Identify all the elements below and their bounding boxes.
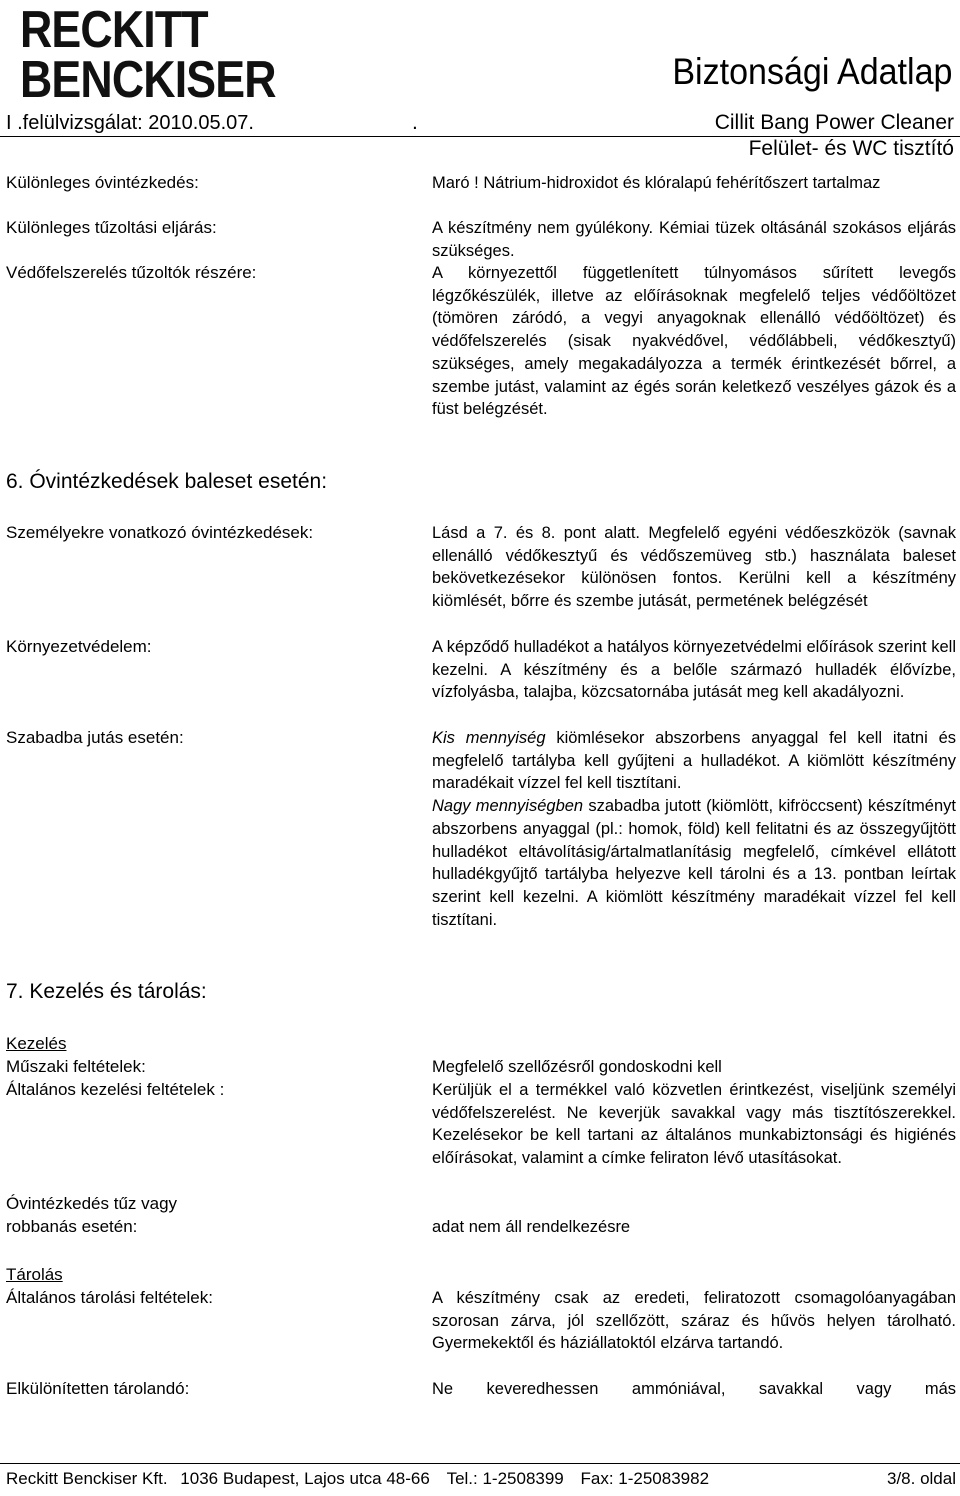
release-value	[432, 727, 956, 931]
footer	[6, 1468, 956, 1490]
special-precaution-value: Maró ! Nátrium-hidroxidot és klóralapú fehérítőszert tartalmaz	[432, 174, 881, 192]
fire-precaution-value: adat nem áll rendelkezésre	[432, 1218, 631, 1236]
environment-value: A képződő hulladékot a hatályos környezetvédelmi előírások szerint kell kezelni. A készítmény és a belőle származó hulladék élővízbe, vízfolyásba, talajba, közcsatornába jutását meg kell akadályozni.	[432, 638, 956, 702]
section-7-title: 7. Kezelés és tárolás:	[6, 980, 207, 1003]
small-spill-paragraph	[432, 727, 956, 795]
general-storage-label: Általános tárolási feltételek:	[6, 1288, 213, 1307]
large-spill-emphasis: Nagy mennyiségben	[432, 797, 584, 816]
release-label: Szabadba jutás esetén:	[6, 728, 184, 747]
footer-page: 3/8. oldal	[887, 1469, 956, 1488]
separate-storage-label: Elkülönítetten tárolandó:	[6, 1379, 190, 1398]
separate-storage-value: Ne keveredhessen ammóniával, savakkal vagy más	[432, 1380, 956, 1398]
large-spill-text: szabadba jutott (kiömlött, kifröccsent) készítményt abszorbens anyaggal (pl.: homok, föld) kell felitatni és az összegyűjtött hulladékot eltávolításig/ártalmatlanításig megfelelő, címkével ellátott hulladékgyűjtő tartályba helyezve kell tárolni és a 13. pontban leírtak szerint kell kezelni. A kiömlött készítmény maradékait vízzel fel kell tisztítani.	[432, 797, 956, 929]
special-precaution-label: Különleges óvintézkedés:	[6, 173, 199, 192]
firefighting-procedure-value: A készítmény nem gyúlékony. Kémiai tüzek oltásánál szokásos eljárás szükséges.	[432, 219, 956, 260]
general-storage-value: A készítmény csak az eredeti, feliratozott csomagolóanyagában szorosan zárva, jól szellőzött, száraz és hűvös helyen tárolható. Gyermekektől és háziállatoktól elzárva tartandó.	[432, 1289, 956, 1353]
logo-line-1: RECKITT	[20, 1, 208, 59]
environment-label: Környezetvédelem:	[6, 637, 152, 656]
firefighter-equipment-label: Védőfelszerelés tűzoltók részére:	[6, 263, 257, 282]
footer-rule	[0, 1463, 960, 1464]
fire-precaution-label-1: Óvintézkedés tűz vagy	[6, 1194, 178, 1213]
header-rule	[0, 136, 960, 137]
technical-conditions-value: Megfelelő szellőzésről gondoskodni kell	[432, 1058, 722, 1076]
firefighting-procedure-label: Különleges tűzoltási eljárás:	[6, 218, 217, 237]
small-spill-text: kiömlésekor abszorbens anyaggal fel kell itatni és megfelelő tartályba kell gyűjteni a hulladékot. A kiömlött készítmény maradékait vízzel fel kell tisztítani.	[432, 729, 956, 793]
section-6-title: 6. Óvintézkedések baleset esetén:	[6, 470, 328, 493]
storage-heading: Tárolás	[6, 1265, 63, 1284]
footer-company: Reckitt Benckiser Kft.	[6, 1469, 168, 1488]
logo-line-2: BENCKISER	[20, 51, 276, 109]
fire-precaution-label-2: robbanás esetén:	[6, 1217, 138, 1236]
handling-heading: Kezelés	[6, 1034, 67, 1053]
footer-address: 1036 Budapest, Lajos utca 48-66	[180, 1469, 430, 1488]
product-name: Cillit Bang Power Cleaner	[714, 111, 954, 134]
footer-tel: Tel.: 1-2508399	[446, 1469, 564, 1488]
revision-date: I .felülvizsgálat: 2010.05.07.	[6, 112, 254, 134]
small-spill-emphasis: Kis mennyiség	[432, 729, 546, 747]
firefighter-equipment-value: A környezettől függetlenített túlnyomásos sűrített levegős légzőkészülék, illetve az előírásoknak megfelelő teljes védőöltözet (tömören záródó, a vegyi anyagoknak ellenálló védőöltözet) és védőfelszerelés (sisak nyakvédővel, védőlábbeli, védőkesztyű) szükséges, amely megakadályozza a termék érintkezését bőrrel, a szembe jutást, valamint az égés során keletkező veszélyes gázok és a füst belégzését.	[432, 264, 956, 419]
header-separator: .	[412, 111, 418, 134]
large-spill-paragraph	[432, 795, 956, 931]
personal-precautions-value: Lásd a 7. és 8. pont alatt. Megfelelő egyéni védőeszközök (savnak ellenálló védőkesztyű és védőszemüveg stb.) használata baleset bekövetkezésekor különösen fontos. Kerülni kell a készítmény kiömlését, bőrre és szembe jutását, permetének belégzését	[432, 524, 956, 611]
document-title: Biztonsági Adatlap	[671, 51, 952, 92]
technical-conditions-label: Műszaki feltételek:	[6, 1057, 146, 1076]
general-handling-label: Általános kezelési feltételek :	[6, 1080, 225, 1099]
company-logo	[20, 1, 290, 109]
product-subtitle: Felület- és WC tisztító	[748, 137, 954, 160]
general-handling-value: Kerüljük el a termékkel való közvetlen érintkezést, viseljünk személyi védőfelszerelést. Ne keverjük savakkal vagy más tisztítószerekkel. Kezelésekor be kell tartani az általános munkabiztonsági és higiénés előírásokat, valamint a címke feliraton lévő utasításokat.	[432, 1081, 956, 1168]
footer-fax: Fax: 1-25083982	[580, 1469, 710, 1488]
personal-precautions-label: Személyekre vonatkozó óvintézkedések:	[6, 523, 314, 542]
